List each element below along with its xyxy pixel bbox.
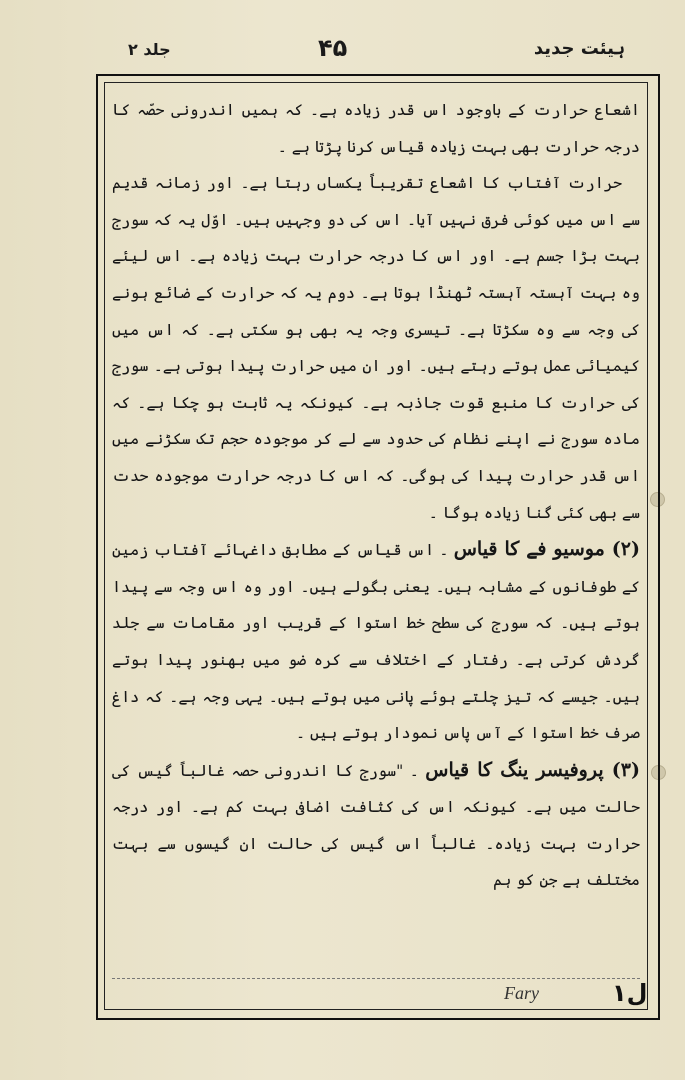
section-heading: (۲) موسیو فے کا قیاس bbox=[453, 538, 640, 561]
page-number: ۴۵ bbox=[318, 34, 348, 62]
section-paragraph bbox=[112, 752, 640, 899]
section-paragraph bbox=[112, 531, 640, 752]
page-body bbox=[112, 92, 640, 972]
paragraph: حرارت آفتاب کا اشعاع تقریباً یکساں رہتا ہے۔ اور زمانہ قدیم سے اس میں کوئی فرق نہیں آیا۔ اس کی دو وجہیں ہیں۔ اوّل یہ کہ سورج بہت بڑا جسم ہے۔ اور اس کا درجہ حرارت بہت زیادہ ہے۔ اس لیئے وہ بہت آہستہ آہستہ ٹھنڈا ہوتا ہے۔ دوم یہ کہ حرارت کے ضائع ہونے کی وجہ سے وہ سکڑتا ہے۔ تیسری وجہ یہ بھی ہو سکتی ہے۔ کہ اس میں کیمیائی عمل ہوتے رہتے ہیں۔ اور ان میں حرارت پیدا ہوتی ہے۔ سورج کی حرارت کا منبع قوت جاذبہ ہے۔ کیونکہ یہ ثابت ہو چکا ہے۔ کہ مادہ سورج نے اپنے نظام کی حدود سے لے کر موجودہ حجم تک سکڑنے میں اس قدر حرارت پیدا کی ہوگی۔ کہ اس کا درجہ حرارت موجودہ حدت سے بھی کئی گنا زیادہ ہوگا ۔ bbox=[112, 174, 640, 522]
signature-mark: ۱ل bbox=[612, 979, 648, 1007]
running-header bbox=[0, 34, 685, 70]
handwritten-signature: Fary bbox=[504, 983, 539, 1003]
section-text: ۔ "سورج کا اندرونی حصہ غالباً گیس کی حالت میں ہے۔ کیونکہ اس کی کثافت اضافی بہت کم ہے۔ اور درجہ حرارت بہت زیادہ۔ غالباً اس گیس کی حالت ان گیسوں سے بہت مختلف ہے جن کو ہم bbox=[112, 761, 640, 890]
section-text: ۔ اس قیاس کے مطابق داغہائے آفتاب زمین کے طوفانوں کے مشابہ ہیں۔ یعنی بگولے ہیں۔ اور وہ اس وجہ سے پیدا ہوتے ہیں۔ کہ سورج کی سطح خط استوا کے قریب اور مقامات سے جلد گردش کرتی ہے۔ رفتار کے اختلاف سے کرہ ضو میں بھنور پیدا ہوتے ہیں۔ جیسے کہ تیز چلتے ہوئے پانی میں ہوتے ہیں۔ یہی وجہ ہے۔ کہ داغ صرف خط استوا کے آس پاس نمودار ہوتے ہیں ۔ bbox=[112, 541, 640, 743]
book-title: ہیئت جدید bbox=[533, 38, 625, 59]
page-footer bbox=[112, 978, 648, 1009]
volume-label: جلد ۲ bbox=[128, 40, 171, 59]
paragraph: اشعاع حرارت کے باوجود اس قدر زیادہ ہے۔ کہ ہمیں اندرونی حصّہ کا درجہ حرارت بھی بہت زیادہ قیاس کرنا پڑتا ہے ۔ bbox=[112, 101, 640, 156]
section-heading: (۳) پروفیسر ینگ کا قیاس bbox=[425, 758, 640, 781]
